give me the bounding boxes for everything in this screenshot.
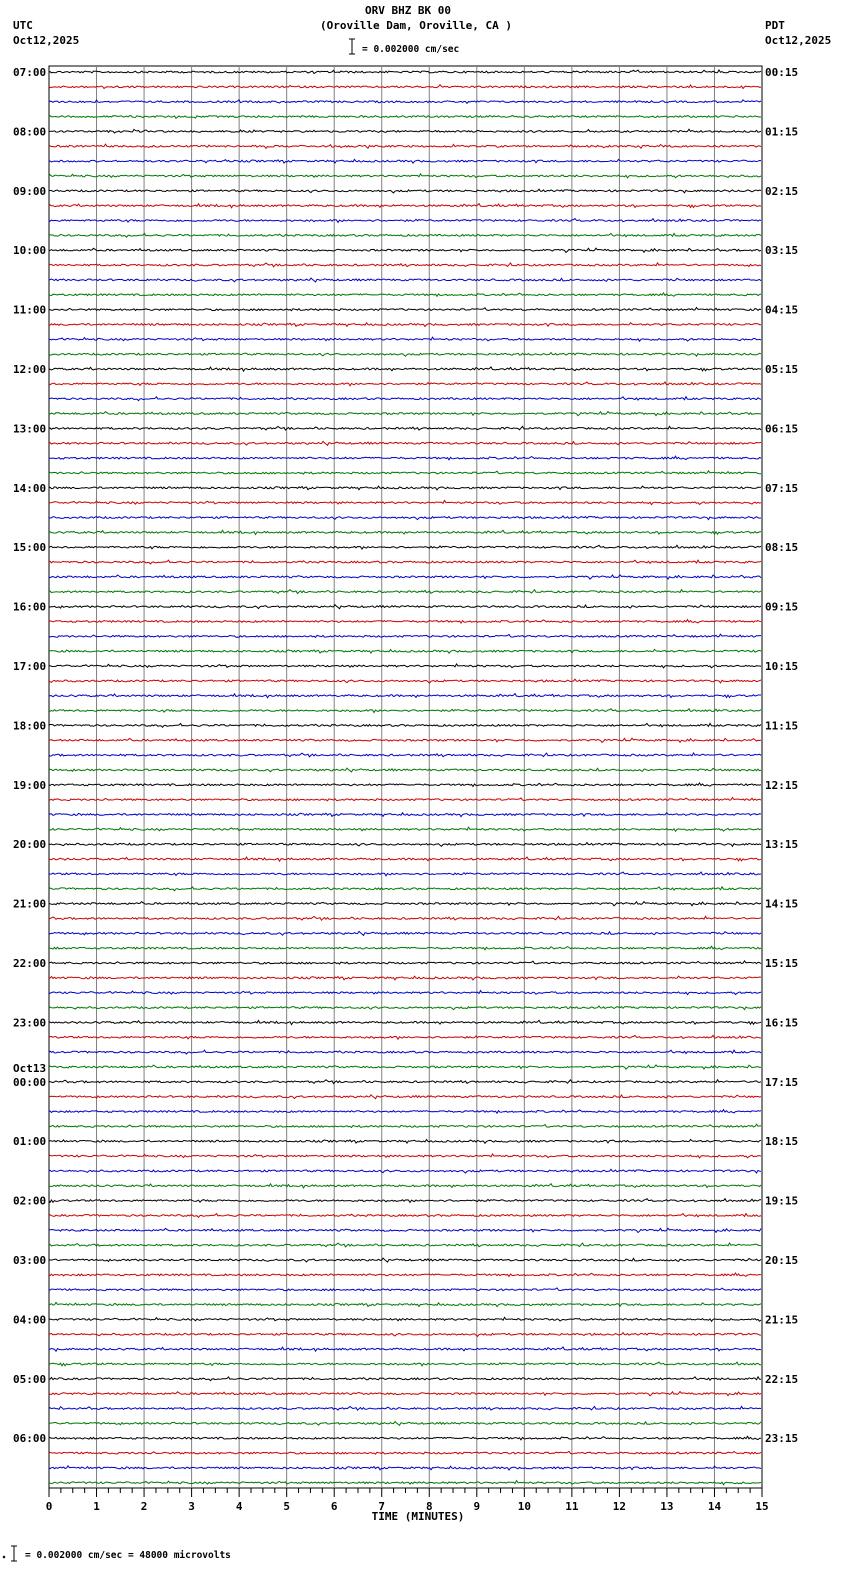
seismic-trace bbox=[49, 1065, 761, 1069]
seismic-trace bbox=[49, 174, 761, 178]
seismic-trace bbox=[49, 144, 761, 148]
x-tick-label: 0 bbox=[45, 1500, 53, 1513]
utc-hour-label: 04:00 bbox=[13, 1313, 47, 1327]
x-tick-label: 7 bbox=[378, 1500, 386, 1513]
seismic-trace bbox=[49, 931, 761, 935]
seismic-trace bbox=[49, 1333, 761, 1337]
local-hour-label: 04:15 bbox=[765, 303, 799, 317]
seismic-trace bbox=[49, 560, 761, 564]
time-labels bbox=[13, 66, 798, 1445]
seismic-trace bbox=[49, 219, 761, 223]
seismic-trace bbox=[49, 902, 761, 906]
local-hour-label: 20:15 bbox=[765, 1254, 799, 1267]
seismic-trace bbox=[49, 382, 761, 386]
seismic-trace bbox=[49, 516, 761, 520]
x-axis bbox=[46, 1488, 769, 1523]
footer-scale-note: = 0.002000 cm/sec = 48000 microvolts bbox=[25, 1550, 231, 1561]
x-tick-label: 13 bbox=[660, 1500, 674, 1513]
seismic-trace bbox=[49, 1199, 761, 1203]
seismic-trace bbox=[49, 1050, 761, 1054]
seismic-trace bbox=[49, 1184, 761, 1188]
seismic-trace bbox=[49, 857, 761, 861]
seismic-trace bbox=[49, 1406, 761, 1410]
seismic-trace bbox=[49, 1347, 761, 1351]
local-hour-label: 18:15 bbox=[765, 1135, 799, 1149]
local-hour-label: 05:15 bbox=[765, 363, 799, 376]
x-tick-label: 8 bbox=[425, 1500, 433, 1513]
local-hour-label: 15:15 bbox=[765, 957, 799, 970]
x-tick-label: 10 bbox=[517, 1500, 531, 1513]
utc-hour-label: 19:00 bbox=[13, 778, 47, 792]
utc-hour-label: 09:00 bbox=[13, 184, 47, 198]
x-tick-label: 2 bbox=[140, 1500, 148, 1513]
seismic-trace bbox=[49, 620, 761, 624]
utc-hour-label: 05:00 bbox=[13, 1372, 47, 1386]
x-tick-label: 4 bbox=[235, 1500, 243, 1513]
seismic-trace bbox=[49, 1035, 761, 1039]
left-date: Oct12,2025 bbox=[13, 34, 80, 47]
seismic-trace bbox=[49, 1095, 761, 1099]
seismic-trace bbox=[49, 976, 761, 980]
seismic-trace bbox=[49, 1169, 761, 1173]
seismic-trace bbox=[49, 1214, 761, 1218]
x-tick-label: 5 bbox=[283, 1500, 290, 1513]
seismic-trace bbox=[49, 129, 761, 133]
utc-hour-label: 18:00 bbox=[13, 719, 47, 733]
seismic-trace bbox=[49, 1154, 761, 1158]
seismic-trace bbox=[49, 426, 761, 430]
seismic-trace bbox=[49, 263, 761, 267]
trace-group bbox=[49, 70, 761, 1485]
seismic-trace bbox=[49, 189, 761, 193]
seismic-trace bbox=[49, 456, 761, 460]
local-hour-label: 19:15 bbox=[765, 1194, 799, 1208]
seismic-trace bbox=[49, 916, 761, 920]
seismic-trace bbox=[49, 545, 761, 549]
local-hour-label: 12:15 bbox=[765, 778, 799, 792]
utc-hour-label: 13:00 bbox=[13, 422, 47, 436]
seismic-trace bbox=[49, 367, 761, 371]
local-hour-label: 21:15 bbox=[765, 1313, 799, 1327]
seismic-trace bbox=[49, 85, 761, 89]
local-hour-label: 23:15 bbox=[765, 1432, 799, 1446]
seismic-trace bbox=[49, 1006, 761, 1010]
seismic-trace bbox=[49, 308, 761, 311]
seismic-trace bbox=[49, 337, 761, 341]
seismic-trace bbox=[49, 1228, 761, 1232]
utc-hour-label: 14:00 bbox=[13, 481, 47, 495]
x-tick-label: 15 bbox=[755, 1500, 769, 1513]
station-title: ORV BHZ BK 00 bbox=[364, 4, 452, 17]
seismic-trace bbox=[49, 664, 761, 668]
seismic-trace bbox=[49, 575, 761, 579]
seismic-trace bbox=[49, 1317, 761, 1321]
seismic-trace bbox=[49, 278, 761, 282]
seismic-trace bbox=[49, 530, 761, 534]
scale-bar-icon bbox=[349, 39, 355, 54]
local-hour-label: 13:15 bbox=[765, 838, 799, 852]
utc-hour-label: 21:00 bbox=[13, 897, 47, 911]
seismic-trace bbox=[49, 1288, 761, 1291]
seismic-trace bbox=[49, 783, 761, 787]
seismic-trace bbox=[49, 768, 761, 772]
seismic-trace bbox=[49, 1436, 761, 1440]
seismic-trace bbox=[49, 323, 761, 327]
seismic-trace bbox=[49, 441, 761, 445]
seismic-trace bbox=[49, 634, 761, 637]
x-tick-label: 3 bbox=[188, 1500, 195, 1513]
utc-hour-label: 00:00 bbox=[13, 1075, 47, 1089]
seismic-trace bbox=[49, 1451, 761, 1454]
seismic-trace bbox=[49, 798, 761, 801]
seismic-trace bbox=[49, 946, 761, 950]
seismic-trace bbox=[49, 738, 761, 742]
local-hour-label: 17:15 bbox=[765, 1075, 799, 1089]
x-tick-label: 1 bbox=[93, 1500, 100, 1513]
x-tick-label: 11 bbox=[565, 1500, 579, 1513]
utc-hour-label: 07:00 bbox=[13, 66, 47, 79]
footer-scale-bar-icon bbox=[3, 1546, 17, 1561]
x-tick-label: 14 bbox=[707, 1500, 722, 1513]
seismic-trace bbox=[49, 486, 761, 490]
seismic-trace bbox=[49, 1110, 761, 1114]
seismic-trace bbox=[49, 501, 761, 505]
seismic-trace bbox=[49, 753, 761, 757]
seismic-trace bbox=[49, 397, 761, 401]
utc-hour-label: 16:00 bbox=[13, 600, 47, 614]
seismic-trace bbox=[49, 1140, 761, 1144]
seismic-trace bbox=[49, 694, 761, 698]
local-hour-label: 11:15 bbox=[765, 719, 799, 733]
left-timezone: UTC bbox=[13, 19, 33, 32]
seismic-trace bbox=[49, 1020, 761, 1024]
utc-hour-label: 17:00 bbox=[13, 660, 47, 673]
seismic-trace bbox=[49, 471, 761, 474]
utc-hour-label: 10:00 bbox=[13, 244, 47, 258]
x-tick-label: 12 bbox=[612, 1500, 627, 1513]
right-date: Oct12,2025 bbox=[765, 34, 832, 47]
utc-date-change-label: Oct13 bbox=[13, 1061, 47, 1075]
seismic-trace bbox=[49, 1377, 761, 1381]
seismic-trace bbox=[49, 1124, 761, 1127]
local-hour-label: 14:15 bbox=[765, 897, 799, 911]
seismic-trace bbox=[49, 649, 761, 653]
seismic-trace bbox=[49, 100, 761, 104]
seismic-trace bbox=[49, 1273, 761, 1277]
seismic-trace bbox=[49, 843, 761, 847]
x-axis-label: TIME (MINUTES) bbox=[371, 1510, 465, 1523]
seismic-trace bbox=[49, 1362, 761, 1366]
local-hour-label: 07:15 bbox=[765, 481, 799, 495]
utc-hour-label: 08:00 bbox=[13, 125, 47, 139]
seismic-trace bbox=[49, 872, 761, 876]
seismic-trace bbox=[49, 204, 761, 208]
seismic-trace bbox=[49, 723, 761, 727]
seismic-trace bbox=[49, 590, 761, 594]
seismic-trace bbox=[49, 1258, 761, 1262]
seismic-trace bbox=[49, 233, 761, 237]
local-hour-label: 00:15 bbox=[765, 66, 799, 79]
utc-hour-label: 06:00 bbox=[13, 1432, 47, 1446]
seismic-trace bbox=[49, 1481, 761, 1485]
seismic-trace bbox=[49, 412, 761, 416]
local-hour-label: 09:15 bbox=[765, 600, 799, 614]
seismic-trace bbox=[49, 116, 761, 119]
seismic-trace bbox=[49, 1080, 761, 1084]
local-hour-label: 03:15 bbox=[765, 244, 799, 258]
station-location: (Oroville Dam, Oroville, CA ) bbox=[319, 19, 513, 32]
utc-hour-label: 11:00 bbox=[13, 303, 47, 317]
utc-hour-label: 23:00 bbox=[13, 1016, 47, 1030]
seismic-trace bbox=[49, 1392, 761, 1396]
x-tick-label: 9 bbox=[473, 1500, 481, 1513]
seismic-trace bbox=[49, 679, 761, 683]
seismic-trace bbox=[49, 961, 761, 964]
seismic-trace bbox=[49, 1243, 761, 1247]
local-hour-label: 08:15 bbox=[765, 541, 799, 555]
seismic-trace bbox=[49, 813, 761, 817]
utc-hour-label: 20:00 bbox=[13, 838, 47, 852]
utc-hour-label: 22:00 bbox=[13, 957, 47, 970]
seismic-trace bbox=[49, 887, 761, 891]
x-tick-label: 6 bbox=[330, 1500, 338, 1513]
seismic-trace bbox=[49, 709, 761, 713]
seismic-trace bbox=[49, 248, 761, 252]
seismic-trace bbox=[49, 70, 761, 74]
seismic-trace bbox=[49, 353, 761, 357]
seismic-trace bbox=[49, 159, 761, 163]
seismic-trace bbox=[49, 1422, 761, 1426]
seismic-trace bbox=[49, 293, 761, 297]
local-hour-label: 16:15 bbox=[765, 1016, 799, 1030]
scale-label: = 0.002000 cm/sec bbox=[362, 44, 460, 55]
utc-hour-label: 01:00 bbox=[13, 1135, 47, 1149]
seismic-trace bbox=[49, 605, 761, 609]
seismic-trace bbox=[49, 1466, 761, 1470]
seismic-trace bbox=[49, 827, 761, 831]
local-hour-label: 02:15 bbox=[765, 184, 799, 198]
utc-hour-label: 15:00 bbox=[13, 541, 47, 555]
seismic-trace bbox=[49, 1302, 761, 1306]
seismic-trace bbox=[49, 991, 761, 995]
right-timezone: PDT bbox=[765, 19, 785, 32]
local-hour-label: 22:15 bbox=[765, 1372, 799, 1386]
local-hour-label: 01:15 bbox=[765, 125, 799, 139]
utc-hour-label: 12:00 bbox=[13, 363, 47, 376]
local-hour-label: 06:15 bbox=[765, 422, 799, 436]
utc-hour-label: 02:00 bbox=[13, 1194, 47, 1208]
local-hour-label: 10:15 bbox=[765, 660, 799, 673]
utc-hour-label: 03:00 bbox=[13, 1254, 47, 1267]
